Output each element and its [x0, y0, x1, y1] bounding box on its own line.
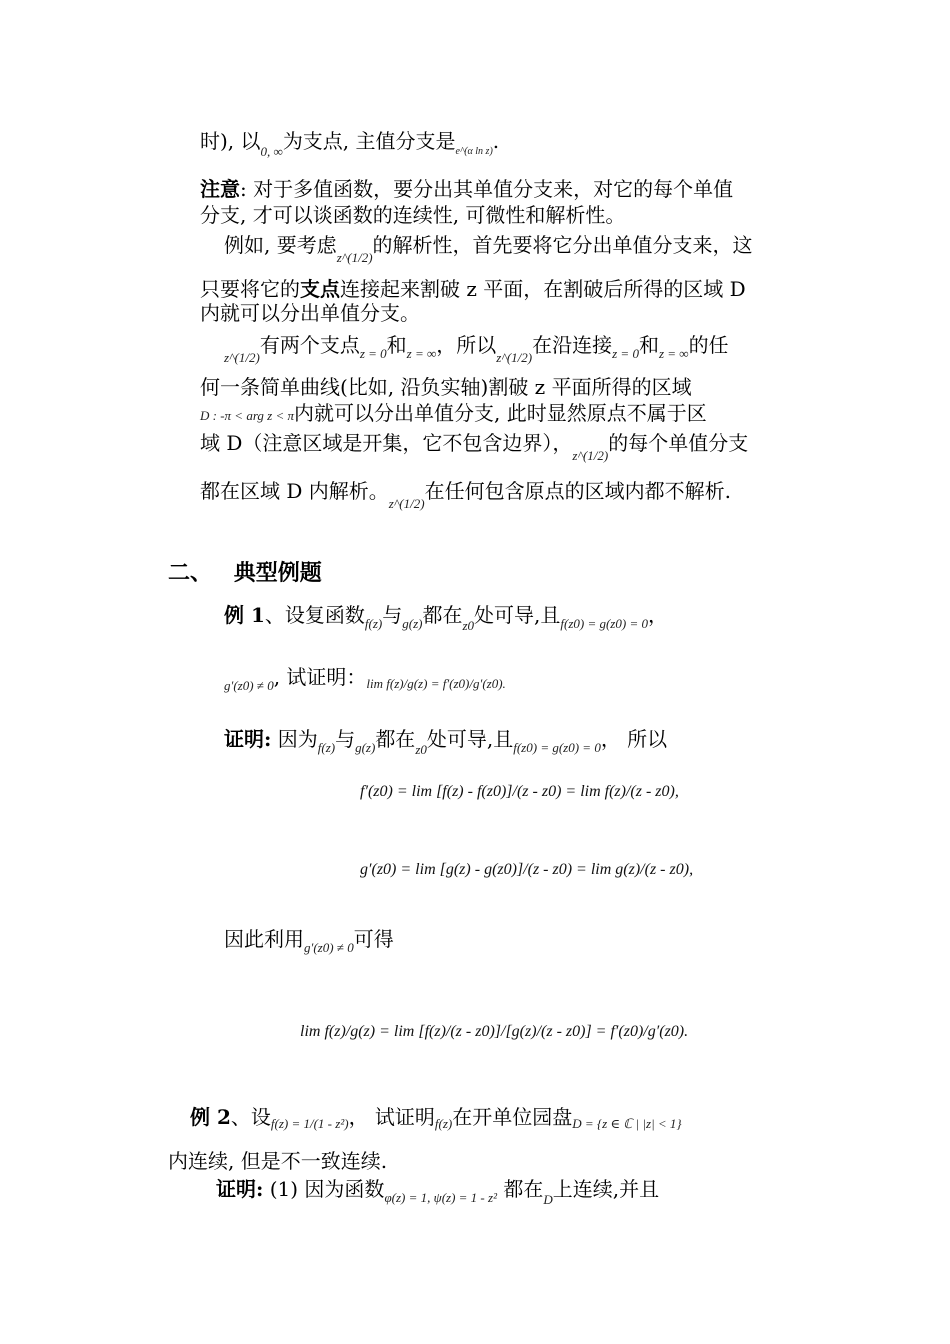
text: 例如, 要考虑 [224, 233, 337, 257]
text: 都在 [422, 603, 463, 627]
math-z-infinity: z = ∞ [406, 346, 437, 361]
text: 与 [382, 603, 403, 627]
text: 时), 以 [200, 129, 261, 153]
text: 可得 [353, 927, 394, 951]
section-title: 典型例题 [233, 560, 322, 586]
text-line [200, 128, 499, 165]
para2-line-5 [200, 478, 731, 517]
para1-line-1 [224, 232, 753, 271]
para2-line-2 [200, 374, 692, 400]
text: (1) 因为函数 [263, 1177, 385, 1201]
math-f-def: f(z) = 1/(1 - z²) [270, 1116, 349, 1131]
text: 、设 [230, 1105, 271, 1129]
math-sqrt-z: z^(1/2) [496, 350, 533, 365]
math-claim: lim f(z)/g(z) = f′(z0)/g′(z0). [366, 676, 506, 691]
section-number: 二、 [168, 560, 213, 586]
text: 为支点, 主值分支是 [282, 129, 456, 153]
math-branch-points: 0, ∞ [260, 144, 283, 159]
proof2-line-1 [216, 1176, 659, 1213]
text: 上连续,并且 [552, 1177, 660, 1201]
math-z-infinity: z = ∞ [658, 346, 689, 361]
para2-line-3 [200, 400, 707, 429]
proof1-since-line [224, 926, 394, 961]
text: ， 试证明 [348, 1105, 435, 1129]
text: ， 所以 [600, 727, 668, 751]
math-g: g(z) [355, 740, 376, 755]
math-g: g(z) [402, 616, 423, 631]
math-d: D [543, 1192, 553, 1207]
math-condition: g′(z0) ≠ 0 [224, 678, 274, 693]
text: 的解析性，首先要将它分出单值分支来，这 [372, 233, 753, 257]
math-domain-d: D : -π < arg z < π [200, 408, 295, 423]
math-functions: φ(z) = 1, ψ(z) = 1 - z² [384, 1190, 497, 1205]
math-condition: g′(z0) ≠ 0 [304, 940, 354, 955]
math-principal-branch: e^(α ln z) [455, 146, 493, 157]
text: 处可导,且 [474, 603, 561, 627]
text: 分支, 才可以谈函数的连续性, 可微性和解析性。 [200, 203, 626, 227]
text: : 对于多值函数，要分出其单值分支来，对它的每个单值 [240, 177, 734, 201]
text: 与 [335, 727, 356, 751]
display-equation-1 [360, 780, 679, 801]
note-line-1 [200, 176, 733, 202]
text: 域 D（注意区域是开集，它不包含边界）， [200, 431, 573, 455]
text: 的任 [688, 333, 729, 357]
text: 何一条简单曲线(比如, 沿负实轴)割破 z 平面所得的区域 [200, 375, 692, 399]
text: 在任何包含原点的区域内都不解析. [424, 479, 731, 503]
para2-line-4 [200, 430, 748, 469]
math-z0: z0 [415, 742, 427, 757]
text: ， [647, 603, 668, 627]
text: 处可导,且 [426, 727, 514, 751]
text: 只要将它的 [200, 277, 300, 301]
text: 、设复函数 [264, 603, 365, 627]
para2-line-1 [224, 332, 729, 371]
text: 因为 [271, 727, 318, 751]
math-z-zero: z = 0 [359, 346, 387, 361]
math-sqrt-z: z^(1/2) [336, 250, 373, 265]
note-line-2 [200, 202, 625, 228]
proof-label: 证明: [224, 727, 272, 751]
text: 在沿连接 [532, 333, 613, 357]
text: 有两个支点 [259, 333, 360, 357]
text: 和 [638, 333, 659, 357]
text: 内就可以分出单值分支。 [200, 301, 420, 325]
text: . [492, 129, 500, 153]
math-sqrt-z: z^(1/2) [572, 448, 609, 463]
text: 连接起来割破 z 平面，在割破后所得的区域 D [340, 277, 746, 301]
math-condition: f(z0) = g(z0) = 0 [513, 740, 601, 755]
text: , 试证明： [273, 665, 367, 689]
bold-term: 支点 [300, 277, 340, 301]
example-label: 例 2 [190, 1105, 231, 1129]
text: 内就可以分出单值分支, 此时显然原点不属于区 [294, 401, 707, 425]
math-unit-disk: D = {z ∈ ℂ | |z| < 1} [572, 1116, 682, 1131]
example-label: 例 1 [224, 603, 265, 627]
equation-text: lim f(z)/g(z) = lim [f(z)/(z - z0)]/[g(z)/(z - z0)] = f′(z0)/g′(z0). [300, 1023, 689, 1040]
equation-text: f′(z0) = lim [f(z) - f(z0)]/(z - z0) = lim f(z)/(z - z0), [360, 783, 679, 800]
section-heading [168, 560, 322, 586]
math-sqrt-z: z^(1/2) [388, 496, 425, 511]
math-f: f(z) [434, 1116, 453, 1131]
text: ，所以 [436, 333, 497, 357]
proof1-line-1 [224, 726, 667, 763]
example2-line-1 [190, 1104, 682, 1137]
example1-line-1 [224, 602, 668, 639]
para1-line-3 [200, 300, 420, 326]
math-f: f(z) [317, 740, 336, 755]
display-equation-3 [300, 1020, 688, 1041]
display-equation-2 [360, 858, 693, 879]
math-sqrt-z: z^(1/2) [224, 350, 260, 365]
math-z0: z0 [462, 618, 475, 633]
example2-line-2 [168, 1148, 387, 1174]
text: 都在区域 D 内解析。 [200, 479, 389, 503]
text: 因此利用 [224, 927, 304, 951]
math-z-zero: z = 0 [612, 346, 639, 361]
proof-label: 证明: [216, 1177, 264, 1201]
text: 在开单位园盘 [452, 1105, 573, 1129]
text: 内连续, 但是不一致连续. [168, 1149, 388, 1173]
text: 的每个单值分支 [608, 431, 749, 455]
text: 都在 [375, 727, 416, 751]
text: 和 [386, 333, 407, 357]
text: 都在 [496, 1177, 544, 1201]
equation-text: g′(z0) = lim [g(z) - g(z0)]/(z - z0) = lim g(z)/(z - z0), [360, 861, 694, 878]
example1-line-2 [224, 664, 506, 699]
math-condition: f(z0) = g(z0) = 0 [560, 616, 648, 631]
math-f: f(z) [364, 616, 383, 631]
note-label: 注意 [200, 177, 240, 201]
para1-line-2 [200, 276, 746, 302]
